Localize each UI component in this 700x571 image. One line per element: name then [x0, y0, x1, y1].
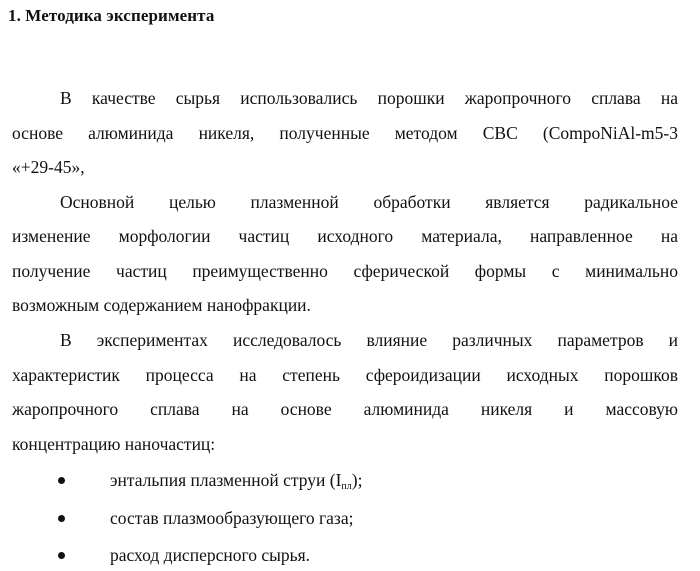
paragraph-1-line-3: «+29-45», [12, 157, 85, 177]
bullet-icon [58, 477, 65, 484]
bullet-icon [58, 515, 65, 522]
list-item-text: расход дисперсного сырья. [110, 545, 311, 565]
paragraph-2-line-2: изменение морфологии частиц исходного материала, направленное на [12, 226, 678, 246]
list-item-text: состав плазмообразующего газа; [110, 508, 354, 528]
list-item [0, 506, 700, 530]
paragraph-3-line-3: жаропрочного сплава на основе алюминида никеля и массовую [12, 399, 678, 419]
paragraph-3-line-1: В экспериментах исследовалось влияние различных параметров и [60, 330, 678, 350]
bullet-icon [58, 552, 65, 559]
paragraph-2-line-3: получение частиц преимущественно сферической формы с минимально [12, 261, 678, 281]
paragraph-3-line-4: концентрацию наночастиц: [12, 434, 216, 454]
list-item-text: энтальпия плазменной струи $(I_{пл})$; [110, 470, 363, 492]
paragraph-1-line-1: В качестве сырья использовались порошки жаропрочного сплава на [60, 88, 678, 108]
section-heading: 1. Методика эксперимента [8, 6, 215, 25]
paragraph-3-line-2: характеристик процесса на степень сфероидизации исходных порошков [12, 365, 678, 385]
list-item [0, 543, 700, 567]
subscript-text: пл [341, 481, 352, 492]
paragraph-2-line-1: Основной целью плазменной обработки является радикальное [60, 192, 678, 212]
paragraph-2-line-4: возможным содержанием нанофракции. [12, 295, 311, 315]
paragraph-1-line-2: основе алюминида никеля, полученные методом СВС (CompoNiAl-m5-3 [12, 123, 678, 143]
list-item [0, 468, 700, 492]
